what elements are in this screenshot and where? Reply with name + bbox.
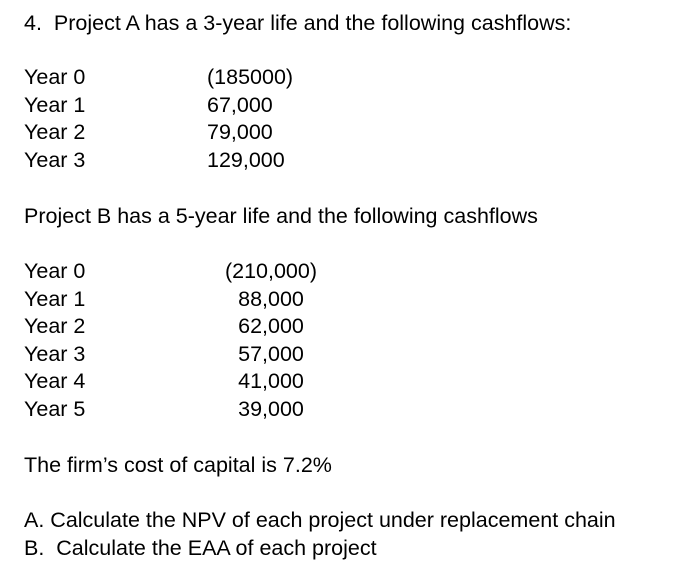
cashflow-value: 88,000 <box>238 286 304 311</box>
cashflow-value: 79,000 <box>207 120 273 145</box>
year-label: Year 2 <box>24 314 86 339</box>
task-b-text: B. Calculate the EAA of each project <box>24 536 377 560</box>
cost-of-capital-text: The firm’s cost of capital is 7.2% <box>24 453 332 477</box>
year-label: Year 1 <box>24 92 86 117</box>
year-label: Year 4 <box>24 369 86 394</box>
cashflow-value: (185000) <box>207 65 294 89</box>
cashflow-value: (210,000) <box>224 259 318 283</box>
task-a-text: A. Calculate the NPV of each project under replacement chain <box>24 508 616 532</box>
year-label: Year 5 <box>24 396 86 421</box>
year-label: Year 3 <box>24 341 86 366</box>
cashflow-value: 67,000 <box>207 92 273 117</box>
year-label: Year 0 <box>24 259 86 283</box>
cashflow-value: 62,000 <box>238 314 304 339</box>
cashflow-value: 129,000 <box>207 147 285 172</box>
year-label: Year 1 <box>24 286 86 311</box>
project-b-intro: Project B has a 5-year life and the following cashflows <box>24 204 538 228</box>
cashflow-value: 39,000 <box>238 396 304 421</box>
year-label: Year 3 <box>24 147 86 172</box>
question-title: 4. Project A has a 3-year life and the following cashflows: <box>24 11 572 35</box>
year-label: Year 2 <box>24 120 86 145</box>
year-label: Year 0 <box>24 65 86 89</box>
cashflow-value: 41,000 <box>238 369 304 394</box>
cashflow-value: 57,000 <box>238 341 304 366</box>
